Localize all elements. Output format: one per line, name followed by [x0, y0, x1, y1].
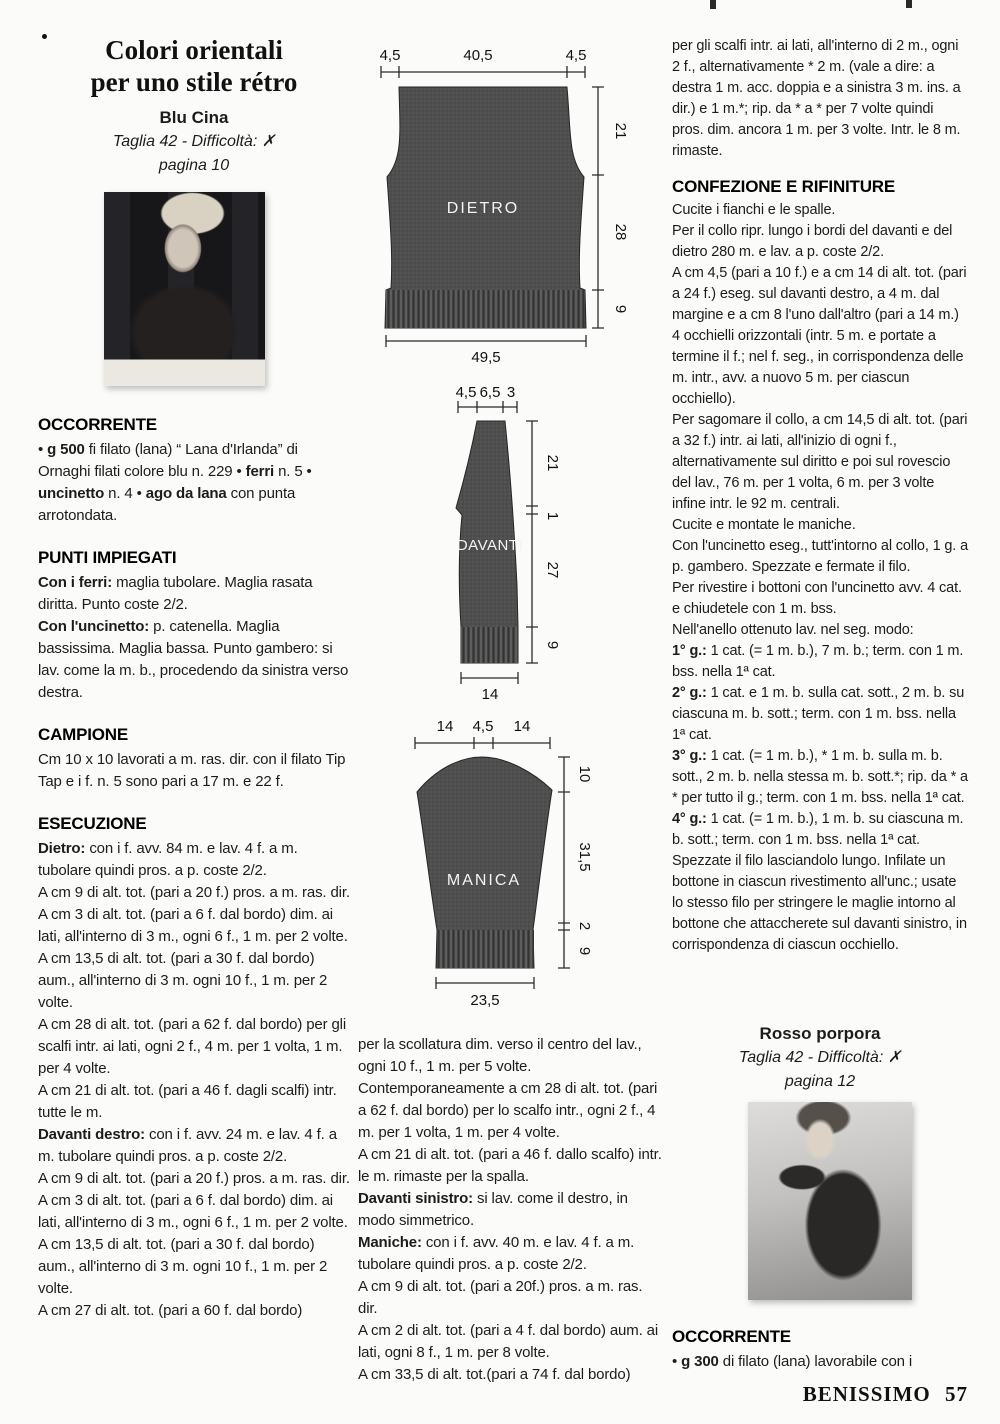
dim-label: 21	[612, 122, 629, 140]
paragraph-text: Per sagomare il collo, a cm 14,5 di alt. tot. (pari a 32 f.) intr. ai lati, all'inizio di ogni f., alternativamente sul diritto e poi sul rovescio del lav., 76 m. per 1 volta, 6 m. per 3 volte infine intr. le 92 m. centrali.	[672, 412, 968, 512]
paragraph	[358, 1034, 664, 1078]
photo-blu-cina-model	[104, 192, 265, 386]
middle-column	[358, 1034, 664, 1386]
section-heading-esecuzione: ESECUZIONE	[38, 814, 147, 833]
paragraph-lead: Davanti destro:	[38, 1126, 145, 1143]
pattern-page-ref: pagina 12	[784, 1073, 856, 1090]
paragraph-lead: Con l'uncinetto:	[38, 618, 150, 635]
text-run: con punta arrotondata.	[38, 485, 296, 524]
paragraph-text: A cm 21 di alt. tot. (pari a 46 f. dagli scalfi) intr. tutte le m.	[38, 1082, 337, 1121]
paragraph-text: 1 cat. (= 1 m. b.), 1 m. b. su ciascuna m. b. sott.; term. con 1 m. bss. nella 1ª cat.	[672, 811, 964, 848]
paragraph-lead: Con i ferri:	[38, 574, 113, 591]
section-heading-occorrente-rosso: OCCORRENTE	[672, 1327, 791, 1346]
paragraph	[672, 515, 968, 536]
paragraph	[358, 1232, 664, 1276]
paragraph-text: A cm 3 di alt. tot. (pari a 6 f. dal bordo) dim. ai lati, all'interno di 3 m., ogni 6 f., 1 m. per 2 volte.	[38, 906, 348, 945]
paragraph-text: A cm 27 di alt. tot. (pari a 60 f. dal bordo)	[38, 1302, 303, 1319]
dim-label: 23,5	[470, 992, 500, 1009]
text-run-bold: uncinetto	[38, 485, 105, 502]
piece-label-dietro: DIETRO	[446, 200, 520, 217]
page-title-line2: per uno stile rétro	[90, 67, 298, 97]
dim-label: 9	[612, 304, 629, 314]
paragraph-text: A cm 33,5 di alt. tot.(pari a 74 f. dal bordo)	[358, 1366, 631, 1383]
page-title-line1: Colori orientali	[105, 35, 283, 65]
paragraph	[38, 1124, 350, 1168]
paragraph-text: A cm 4,5 (pari a 10 f.) e a cm 14 di alt. tot. (pari a 24 f.) eseg. sul davanti destro, a 4 m. dal margine e a cm 8 l'uno dall'altro (pari a 14 m.) 4 occhielli orizzontali (intr. 5 m. e portate a termine il f.; nel f. seg., in corrispondenza delle m. intr., avv. a nuovo 5 m. per ciascun occhiello).	[672, 265, 967, 407]
pattern-name: Blu Cina	[159, 108, 229, 127]
paragraph	[38, 1014, 350, 1080]
paragraph-text: Nell'anello ottenuto lav. nel seg. modo:	[672, 622, 914, 638]
paragraph	[38, 948, 350, 1014]
paragraph	[38, 838, 350, 882]
section-heading-occorrente: OCCORRENTE	[38, 415, 157, 434]
dim-label: 31,5	[576, 842, 593, 872]
pattern-size-difficulty: Taglia 42 - Difficoltà: ✗	[738, 1049, 902, 1066]
pattern-page-ref: pagina 10	[158, 157, 230, 174]
paragraph-lead: 3° g.:	[672, 748, 707, 764]
piece-label-davanti: DAVANTI	[456, 537, 524, 554]
dim-label: 14	[513, 718, 531, 735]
magazine-name: BENISSIMO	[802, 1382, 931, 1406]
paragraph	[672, 620, 968, 641]
rib-band	[386, 290, 585, 328]
paragraph-text: 1 cat. e 1 m. b. sulla cat. sott., 2 m. b. su ciascuna m. b. sott.; term. con 1 m. bss. nella 1ª cat.	[672, 685, 965, 743]
dim-label: 2	[576, 921, 593, 931]
text-run-bold: ferri	[245, 463, 275, 480]
dim-label: 9	[544, 640, 561, 650]
paragraph	[38, 1234, 350, 1300]
paragraph	[358, 1320, 664, 1364]
paragraph-text: A cm 9 di alt. tot. (pari a 20 f.) pros. a m. ras. dir.	[38, 884, 350, 901]
text-run: n. 4	[104, 485, 137, 502]
paragraph	[38, 616, 350, 704]
paragraph	[358, 1144, 664, 1188]
paragraph-text: per la scollatura dim. verso il centro del lav., ogni 10 f., 1 m. per 5 volte.	[358, 1036, 642, 1075]
paragraph	[672, 851, 968, 956]
paragraph	[38, 1168, 350, 1190]
paragraph-text: Cucite i fianchi e le spalle.	[672, 202, 836, 218]
right-occorrente-block	[672, 1326, 968, 1373]
dim-label: 3	[506, 385, 516, 401]
dim-label: 27	[544, 561, 561, 579]
paragraph-text: A cm 13,5 di alt. tot. (pari a 30 f. dal bordo) aum., all'interno di 3 m. ogni 10 f., 1 m. per 2 volte.	[38, 1236, 328, 1297]
rib-band	[437, 930, 534, 968]
dim-label: 49,5	[471, 349, 501, 366]
paragraph-text: A cm 28 di alt. tot. (pari a 62 f. dal bordo) per gli scalfi intr. ai lati, ogni 2 f., 4 m. per 1 volta, 1 m. per 4 volte.	[38, 1016, 347, 1077]
pattern-header-rosso-porpora	[672, 1022, 968, 1094]
text-run: di filato (lana) lavorabile con i	[718, 1353, 913, 1370]
paragraph-text: con i f. avv. 24 m. e lav. 4 f. a m. tubolare quindi pros. a p. coste 2/2.	[38, 1126, 337, 1165]
page-number: 57	[945, 1382, 968, 1406]
dim-label: 14	[481, 686, 499, 703]
section-heading-punti: PUNTI IMPIEGATI	[38, 548, 177, 567]
diagram-davanti	[380, 385, 640, 710]
paragraph	[672, 809, 968, 851]
paragraph	[672, 536, 968, 578]
piece-label-manica: MANICA	[446, 872, 522, 889]
paragraph-lead: 4° g.:	[672, 811, 707, 827]
registration-mark	[906, 0, 912, 8]
paragraph	[672, 410, 968, 515]
text-run: •	[672, 1353, 682, 1370]
text-run-bold: g 300	[681, 1353, 719, 1370]
paragraph-text: A cm 21 di alt. tot. (pari a 46 f. dallo scalfo) intr. le m. rimaste per la spalla.	[358, 1146, 662, 1185]
paragraph-occorrente	[672, 1351, 968, 1373]
diagram-dietro	[360, 40, 660, 375]
dim-label: 28	[612, 223, 629, 241]
paragraph	[672, 221, 968, 263]
paragraph	[672, 263, 968, 410]
paragraph-lead: 1° g.:	[672, 643, 707, 659]
paragraph	[672, 746, 968, 809]
page-title	[38, 34, 350, 98]
paragraph-lead: 2° g.:	[672, 685, 707, 701]
text-run: n. 5	[274, 463, 307, 480]
paragraph-text: 1 cat. (= 1 m. b.), * 1 m. b. sulla m. b. sott., 2 m. b. nella stessa m. b. sott.*; rip. da * a * per tutto il g.; term. con 1 m. bss. nella 1ª cat.	[672, 748, 968, 806]
paragraph	[38, 572, 350, 616]
paragraph	[38, 1080, 350, 1124]
paragraph	[672, 641, 968, 683]
section-heading-confezione: CONFEZIONE E RIFINITURE	[672, 177, 896, 196]
registration-mark	[710, 0, 716, 9]
dim-label: 6,5	[479, 385, 501, 401]
paragraph-text: con i f. avv. 40 m. e lav. 4 f. a m. tubolare quindi pros. a p. coste 2/2.	[358, 1234, 635, 1273]
rib-band	[461, 627, 518, 663]
paragraph-occorrente	[38, 439, 350, 527]
dim-label: 4,5	[565, 47, 587, 64]
paragraph-text: Per il collo ripr. lungo i bordi del davanti e del dietro 280 m. e lav. a p. coste 2/2.	[672, 223, 953, 260]
dim-label: 4,5	[455, 385, 477, 401]
paragraph-text: A cm 2 di alt. tot. (pari a 4 f. dal bordo) aum. ai lati, ogni 8 f., 1 m. per 8 volte.	[358, 1322, 658, 1361]
paragraph-lead: Davanti sinistro:	[358, 1190, 473, 1207]
paragraph: per gli scalfi intr. ai lati, all'interno di 2 m., ogni 2 f., alternativamente * 2 m. (vale a dire: a destra 1 m. acc. doppia e a sinistra 3 m. ins. a dir.) e 1 m.*; rip. da * a * per 7 volte quindi pros. dim. ancora 1 m. per 3 volte. Intr. le 8 m. rimaste.	[672, 38, 961, 159]
paragraph-text: Cucite e montate le maniche.	[672, 517, 856, 533]
paragraph-lead: Maniche:	[358, 1234, 422, 1251]
pattern-header-blu-cina	[38, 106, 350, 178]
paragraph	[38, 904, 350, 948]
paragraph	[358, 1276, 664, 1320]
text-run-bold: g 500	[47, 441, 85, 458]
dim-label: 1	[544, 511, 561, 521]
right-column	[672, 36, 968, 956]
paragraph-text: A cm 13,5 di alt. tot. (pari a 30 f. dal bordo) aum., all'interno di 3 m. ogni 10 f., 1 m. per 2 volte.	[38, 950, 328, 1011]
paragraph-text: A cm 9 di alt. tot. (pari a 20 f.) pros. a m. ras. dir.	[38, 1170, 350, 1187]
paragraph-text: 1 cat. (= 1 m. b.), 7 m. b.; term. con 1 m. bss. nella 1ª cat.	[672, 643, 964, 680]
paragraph-text: p. catenella. Maglia bassissima. Maglia bassa. Punto gambero: si lav. come la m. b., procedendo da sinistra verso destra.	[38, 618, 349, 701]
paragraph-text: A cm 9 di alt. tot. (pari a 20f.) pros. a m. ras. dir.	[358, 1278, 643, 1317]
paragraph	[38, 882, 350, 904]
pattern-size-difficulty: Taglia 42 - Difficoltà: ✗	[112, 133, 276, 150]
paragraph	[672, 578, 968, 620]
dim-label: 9	[576, 946, 593, 956]
paragraph-text: A cm 3 di alt. tot. (pari a 6 f. dal bordo) dim. ai lati, all'interno di 3 m., ogni 6 f., 1 m. per 2 volte.	[38, 1192, 348, 1231]
paragraph	[672, 683, 968, 746]
dim-label: 40,5	[463, 47, 493, 64]
text-run: fi filato (lana) “ Lana d'Irlanda” di Ornaghi filati colore blu n. 229	[38, 441, 298, 480]
paragraph	[358, 1188, 664, 1232]
dim-label: 10	[576, 765, 593, 783]
paragraph: Cm 10 x 10 lavorati a m. ras. dir. con il filato Tip Tap e i f. n. 5 sono pari a 17 m. e 22 f.	[38, 751, 346, 790]
pattern-name: Rosso porpora	[759, 1024, 881, 1043]
text-run: •	[38, 441, 48, 458]
page-footer	[803, 1382, 968, 1407]
dim-label: 14	[436, 718, 454, 735]
paragraph	[38, 1190, 350, 1234]
paragraph-text: maglia tubolare. Maglia rasata diritta. Punto coste 2/2.	[38, 574, 313, 613]
paragraph-text: Spezzate il filo lasciandolo lungo. Infilate un bottone in ciascun rivestimento all'unc.; usate lo stesso filo per stringere le maglie intorno al bottone che attaccherete sul davanti sinistro, in corrispondenza di ciascun occhiello.	[672, 853, 967, 953]
section-heading-campione: CAMPIONE	[38, 725, 129, 744]
text-run: •	[236, 463, 246, 480]
paragraph-text: Contemporaneamente a cm 28 di alt. tot. (pari a 62 f. dal bordo) per lo scalfo intr., ogni 2 f., 4 m. per 1 volta, 1 m. per 4 volte.	[358, 1080, 658, 1141]
diagram-manica	[370, 715, 660, 1015]
dim-label: 4,5	[379, 47, 401, 64]
photo-rosso-porpora-model	[748, 1102, 912, 1300]
paragraph	[672, 200, 968, 221]
text-run: •	[306, 463, 312, 480]
left-column	[38, 414, 350, 1322]
paragraph	[358, 1364, 664, 1386]
paragraph-text: si lav. come il destro, in modo simmetrico.	[358, 1190, 628, 1229]
text-run-bold: ago da lana	[145, 485, 227, 502]
text-run: •	[136, 485, 146, 502]
paragraph	[38, 1300, 350, 1322]
paragraph-text: con i f. avv. 84 m. e lav. 4 f. a m. tubolare quindi pros. a p. coste 2/2.	[38, 840, 298, 879]
paragraph-lead: Dietro:	[38, 840, 86, 857]
paragraph-text: Con l'uncinetto eseg., tutt'intorno al collo, 1 g. a p. gambero. Spezzate e fermate il filo.	[672, 538, 968, 575]
dim-label: 4,5	[472, 718, 494, 735]
paragraph	[358, 1078, 664, 1144]
paragraph-text: Per rivestire i bottoni con l'uncinetto avv. 4 cat. e chiudetele con 1 m. bss.	[672, 580, 962, 617]
dim-label: 21	[544, 454, 561, 472]
